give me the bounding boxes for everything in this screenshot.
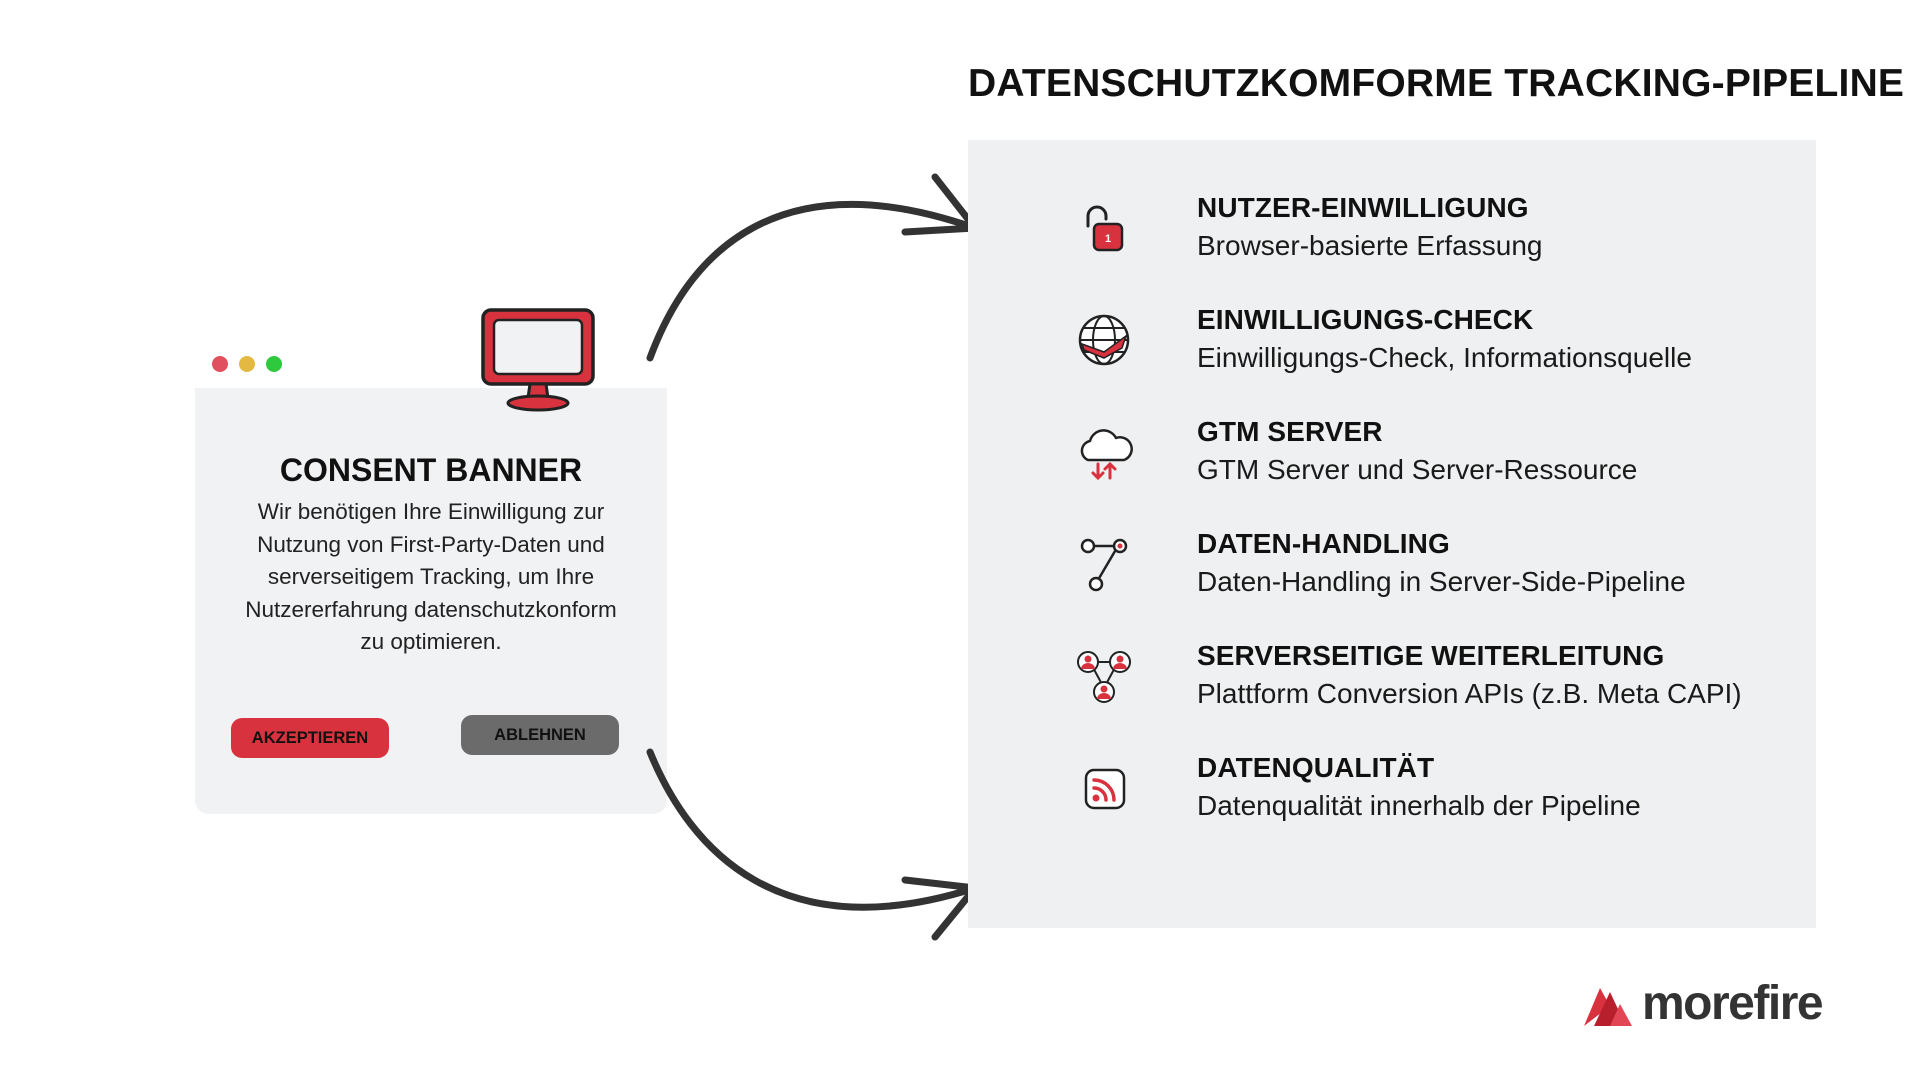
logo-text: morefire — [1642, 977, 1823, 1030]
accept-button[interactable]: AKZEPTIEREN — [231, 718, 389, 758]
consent-banner-text: Wir benötigen Ihre Einwilligung zur Nutzung von First-Party-Daten und serverseitigem Tracking, um Ihre Nutzererfahrung datenschutzkonform zu optimieren. — [245, 499, 617, 654]
arrow-head-bottom — [905, 880, 975, 937]
svg-text:1: 1 — [1104, 233, 1112, 245]
step-desc: Einwilligungs-Check, Informationsquelle — [1197, 342, 1692, 373]
network-icon — [1074, 532, 1136, 594]
step-title: SERVERSEITIGE WEITERLEITUNG — [1197, 640, 1665, 671]
step-gtm-server — [968, 416, 1816, 516]
step-title: DATEN-HANDLING — [1197, 528, 1450, 559]
feed-icon — [1074, 756, 1136, 818]
step-desc: GTM Server und Server-Ressource — [1197, 454, 1638, 485]
step-desc: Browser-basierte Erfassung — [1197, 230, 1543, 261]
step-desc: Plattform Conversion APIs (z.B. Meta CAPI) — [1197, 678, 1742, 709]
step-title: NUTZER-EINWILLIGUNG — [1197, 192, 1529, 223]
users-network-icon — [1074, 644, 1136, 706]
morefire-logo-icon — [1580, 978, 1636, 1030]
page-title: DATENSCHUTZKOMFORME TRACKING-PIPELINE — [968, 62, 1905, 105]
step-desc: Daten-Handling in Server-Side-Pipeline — [1197, 566, 1686, 597]
morefire-logo — [1580, 976, 1822, 1031]
pipeline-panel — [968, 140, 1816, 928]
step-daten-handling — [968, 528, 1816, 628]
step-datenqualitaet — [968, 752, 1816, 852]
consent-banner-title: CONSENT BANNER — [279, 452, 583, 488]
decline-button[interactable]: ABLEHNEN — [461, 715, 619, 755]
padlock-icon — [1074, 196, 1136, 258]
step-title: EINWILLIGUNGS-CHECK — [1197, 304, 1534, 335]
step-title: GTM SERVER — [1197, 416, 1383, 447]
step-title: DATENQUALITÄT — [1197, 752, 1435, 783]
step-nutzer-einwilligung — [968, 192, 1816, 292]
globe-icon — [1074, 308, 1136, 370]
step-einwilligungs-check — [968, 304, 1816, 404]
step-desc: Datenqualität innerhalb der Pipeline — [1197, 790, 1641, 821]
step-serverseitige-weiterleitung — [968, 640, 1816, 740]
cloud-upload-icon — [1074, 420, 1136, 482]
